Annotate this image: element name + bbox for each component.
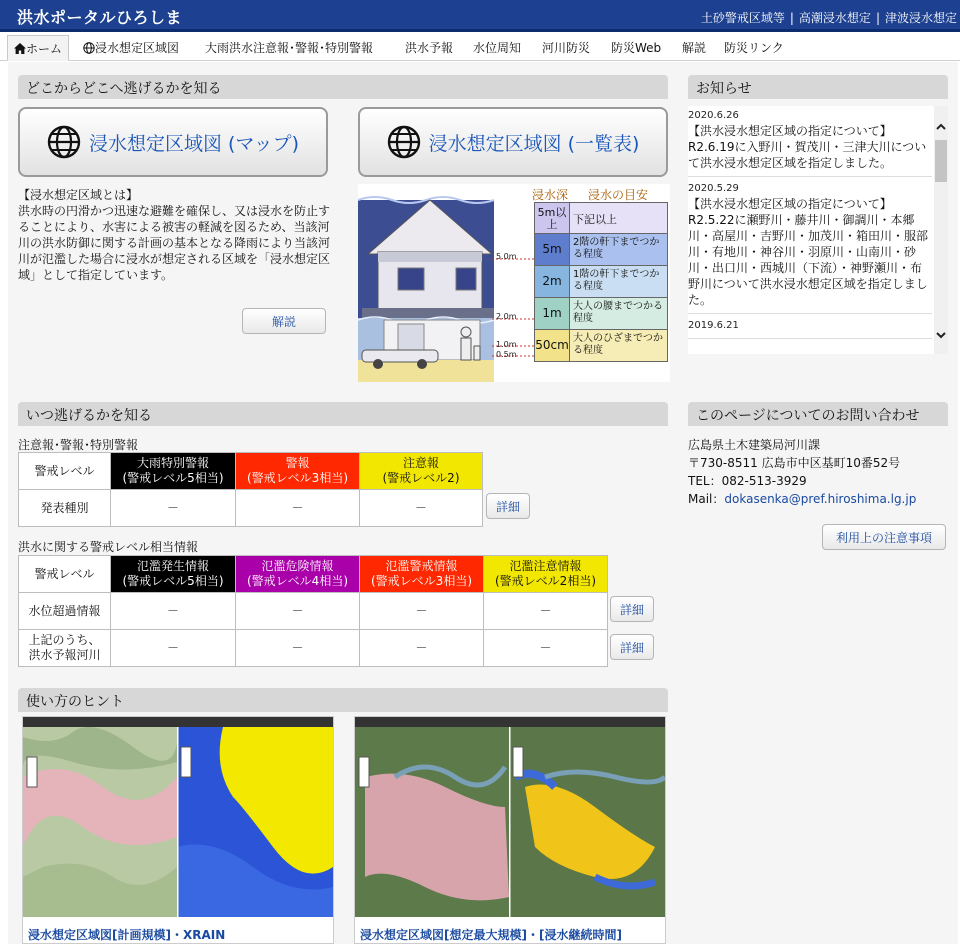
flood-area-description xyxy=(18,187,338,283)
table-row: 警戒レベル 氾濫発生情報 (警戒レベル5相当) 氾濫危険情報 (警戒レベル4相当) 氾濫警戒情報 (警戒レベル3相当) 氾濫注意情報 (警戒レベル2相当) xyxy=(19,556,608,593)
nav-bosai-web[interactable]: 防災Web xyxy=(611,41,662,55)
globe-icon xyxy=(83,42,95,54)
guide-column-label: 浸水の目安 xyxy=(588,188,649,202)
globe-icon xyxy=(47,125,81,159)
description-body: 洪水時の円滑かつ迅速な避難を確保し、又は浸水を防止することにより、水害による被害の軽減を図るため、当該河川の洪水防御に関する計画の基本となる降雨により当該河川が氾濫した場合に浸水が想定される区域を「浸水想定区域」として指定しています。 xyxy=(18,204,331,282)
depth-row: 50cm 大人のひざまでつかる程度 xyxy=(534,330,668,362)
depth-row: 5m以上 下記以上 xyxy=(534,202,668,234)
map-screenshot-thumbnail xyxy=(23,717,333,917)
warnings-table xyxy=(18,452,483,527)
nav-warnings[interactable]: 大雨洪水注意報･警報･特別警報 xyxy=(205,41,374,55)
usage-notice-button[interactable]: 利用上の注意事項 xyxy=(822,524,946,550)
section-hints-header: 使い方のヒント xyxy=(18,688,668,712)
main-area xyxy=(8,62,958,944)
contact-info xyxy=(688,436,916,508)
section-contact-header: このページについてのお問い合わせ xyxy=(688,402,948,426)
hint-caption[interactable]: 浸水想定区域図[想定最大規模]・[浸水継続時間] xyxy=(360,928,622,942)
depth-column-label: 浸水深 xyxy=(532,188,569,202)
depth-mark-5m: 5.0m xyxy=(496,252,517,261)
section-news-header: お知らせ xyxy=(688,75,948,99)
globe-icon xyxy=(387,125,421,159)
nav-explain[interactable]: 解説 xyxy=(682,41,707,55)
site-header xyxy=(0,0,960,32)
nav-water-level[interactable]: 水位周知 xyxy=(473,41,522,55)
contact-tel: TEL：082-513-3929 xyxy=(688,474,807,488)
news-date: 2019.6.21 xyxy=(688,320,739,331)
nav-flood-map[interactable]: 浸水想定区域図 xyxy=(83,39,179,56)
flood-level-table-title: 洪水に関する警戒レベル相当情報 xyxy=(18,540,199,554)
global-nav xyxy=(0,35,960,61)
news-date: 2020.5.29 xyxy=(688,183,739,194)
warnings-table-title: 注意報･警報･特別警報 xyxy=(18,438,139,452)
section-escape-header: どこからどこへ逃げるかを知る xyxy=(18,75,668,99)
news-list xyxy=(688,106,946,354)
link-sediment[interactable]: 土砂警戒区域等 xyxy=(700,11,785,25)
depth-mark-05m: 0.5m xyxy=(496,350,517,359)
map-screenshot-thumbnail xyxy=(355,717,665,917)
depth-mark-2m: 2.0m xyxy=(496,312,517,321)
depth-row: 2m 1階の軒下までつかる程度 xyxy=(534,266,668,298)
contact-dept: 広島県土木建築局河川課 xyxy=(688,438,821,452)
chevron-up-icon[interactable] xyxy=(934,120,948,134)
description-title: 【浸水想定区域とは】 xyxy=(18,188,139,202)
news-text: 【洪水浸水想定区域の指定について】R2.5.22に瀬野川・藤井川・御調川・本郷川・高屋川・吉野川・加茂川・箱田川・服部川・有地川・神谷川・羽原川・山南川・砂川・出口川・西城川（下流）・神野瀬川・布野川について洪水浸水想定区域を指定しました。 xyxy=(688,196,932,314)
news-item xyxy=(688,320,932,339)
hint-caption[interactable]: 浸水想定区域図[計画規模]・XRAIN xyxy=(28,928,226,942)
detail-button[interactable]: 詳細 xyxy=(610,634,654,660)
link-storm-surge[interactable]: 高潮浸水想定 xyxy=(798,11,871,25)
contact-address: 〒730-8511 広島市中区基町10番52号 xyxy=(688,456,901,470)
flood-level-table xyxy=(18,555,608,667)
hint-card-xrain[interactable] xyxy=(22,716,334,944)
nav-flood-forecast[interactable]: 洪水予報 xyxy=(405,41,454,55)
site-title[interactable]: 洪水ポータルひろしま xyxy=(17,8,183,27)
contact-mail: Mail：dokasenka@pref.hiroshima.lg.jp xyxy=(688,492,917,506)
news-item xyxy=(688,110,932,177)
flood-list-button[interactable]: 浸水想定区域図 (一覧表) xyxy=(358,107,668,177)
hint-card-max-scale[interactable] xyxy=(354,716,666,944)
nav-home[interactable]: ホーム xyxy=(7,35,69,61)
detail-button[interactable]: 詳細 xyxy=(610,596,654,622)
depth-row: 1m 大人の腰までつかる程度 xyxy=(534,298,668,330)
table-row: 発表種別 － － － xyxy=(19,490,483,527)
detail-button[interactable]: 詳細 xyxy=(486,493,530,519)
news-scrollbar[interactable] xyxy=(934,106,948,354)
depth-row: 5m 2階の軒下までつかる程度 xyxy=(534,234,668,266)
news-date: 2020.6.26 xyxy=(688,110,739,121)
table-row: 水位超過情報 － － － － xyxy=(19,593,608,630)
flood-map-button[interactable]: 浸水想定区域図 (マップ) xyxy=(18,107,328,177)
depth-mark-1m: 1.0m xyxy=(496,340,517,349)
nav-links[interactable]: 防災リンク xyxy=(724,41,784,55)
nav-river-disaster[interactable]: 河川防災 xyxy=(542,41,591,55)
home-icon xyxy=(14,43,26,54)
chevron-down-icon[interactable] xyxy=(934,328,948,342)
explain-button[interactable]: 解説 xyxy=(242,308,326,334)
table-row: 上記のうち、 洪水予報河川 － － － － xyxy=(19,630,608,667)
scrollbar-thumb[interactable] xyxy=(935,140,947,182)
table-row: 警戒レベル 大雨特別警報 (警戒レベル5相当) 警報 (警戒レベル3相当) 注意報 (警戒レベル2) xyxy=(19,453,483,490)
news-item xyxy=(688,183,932,314)
mail-link[interactable]: dokasenka@pref.hiroshima.lg.jp xyxy=(724,492,917,506)
flood-depth-diagram xyxy=(358,184,670,382)
news-text xyxy=(688,333,932,339)
top-links: 土砂警戒区域等 | 高潮浸水想定 | 津波浸水想定 xyxy=(700,11,957,25)
link-tsunami[interactable]: 津波浸水想定 xyxy=(884,11,957,25)
section-when-header: いつ逃げるかを知る xyxy=(18,402,668,426)
news-text: 【洪水浸水想定区域の指定について】R2.6.19に入野川・賀茂川・三津大川について洪水浸水想定区域を指定しました。 xyxy=(688,123,932,177)
